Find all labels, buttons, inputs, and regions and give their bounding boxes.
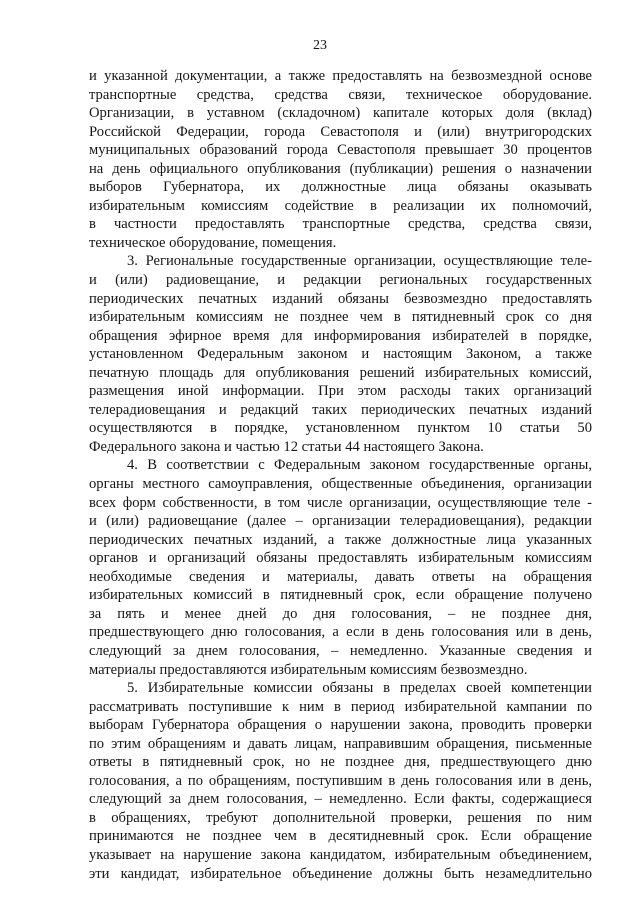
text-line: следующий за днем голосования, – немедленно. Если факты, содержащиеся bbox=[89, 791, 592, 808]
page-number: 23 bbox=[313, 38, 327, 53]
text-line: всех форм собственности, в том числе организации, осуществляющие теле - bbox=[89, 494, 592, 511]
text-line: избирательным комиссиям содействие в реализации их полномочий, bbox=[89, 197, 592, 214]
text-line: телерадиовещания и редакций таких периодических печатных изданий bbox=[89, 401, 592, 418]
text-line: предшествующего дню голосования, а если в день голосования или в день, bbox=[89, 624, 592, 641]
text-line: размещения иной информации. При этом расходы таких организаций bbox=[89, 383, 592, 400]
text-line: обращения эфирное время для информирования избирателей в порядке, bbox=[89, 327, 592, 344]
text-line: установленном Федеральным законом и настоящим Законом, а также bbox=[89, 346, 592, 363]
text-line: и (или) радиовещание (далее – организации телерадиовещания), редакции bbox=[89, 513, 592, 530]
text-line: транспортные средства, средства связи, техническое оборудование. bbox=[89, 86, 592, 103]
text-line: на день официального опубликования (публикации) решения о назначении bbox=[89, 160, 592, 177]
text-line: эти кандидат, избирательное объединение должны быть незамедлительно bbox=[89, 865, 592, 882]
text-line: Федерального закона и частью 12 статьи 44 настоящего Закона. bbox=[89, 438, 484, 455]
text-line: и (или) радиовещание, и редакции региональных государственных bbox=[89, 272, 592, 289]
text-line: периодических печатных изданий, а также должностные лица указанных bbox=[89, 531, 592, 548]
text-line: материалы предоставляются избирательным комиссиям безвозмездно. bbox=[89, 661, 528, 678]
text-line: по этим обращениям и давать лицам, направившим обращения, письменные bbox=[89, 735, 592, 752]
text-line: избирательным комиссиям не позднее чем в пятидневный срок со дня bbox=[89, 309, 592, 326]
text-line: выборов Губернатора, их должностные лица обязаны оказывать bbox=[89, 179, 592, 196]
text-line: 3. Региональные государственные организации, осуществляющие теле- bbox=[127, 253, 592, 270]
document-body bbox=[89, 67, 592, 883]
text-line: в частности предоставлять транспортные средства, средства связи, bbox=[89, 216, 592, 233]
text-line: периодических печатных изданий обязаны безвозмездно предоставлять bbox=[89, 290, 592, 307]
text-line: печатную площадь для опубликования решений избирательных комиссий, bbox=[89, 364, 592, 381]
text-line: осуществляются в порядке, установленном пунктом 10 статьи 50 bbox=[89, 420, 592, 437]
text-line: в обращениях, требуют дополнительной проверки, решения по ним bbox=[89, 809, 592, 826]
text-line: и указанной документации, а также предоставлять на безвозмездной основе bbox=[89, 68, 592, 84]
text-line: необходимые сведения и материалы, давать ответы на обращения bbox=[89, 568, 592, 585]
text-line: голосования, а по обращениям, поступившим в день голосования или в день, bbox=[89, 772, 592, 789]
text-line: за пять и менее дней до дня голосования, – не позднее дня, bbox=[89, 605, 592, 622]
text-line: выборам Губернатора обращения о нарушении закона, проводить проверки bbox=[89, 717, 592, 734]
text-line: Российской Федерации, города Севастополя и (или) внутригородских bbox=[89, 123, 592, 140]
text-line: ответы в пятидневный срок, но не позднее дня, предшествующего дню bbox=[89, 754, 592, 771]
text-line: органы местного самоуправления, общественные объединения, организации bbox=[89, 476, 592, 493]
text-line: Организации, в уставном (складочном) капитале которых доля (вклад) bbox=[89, 105, 592, 122]
text-line: принимаются не позднее чем в десятидневный срок. Если обращение bbox=[89, 828, 592, 845]
text-line: 4. В соответствии с Федеральным законом государственные органы, bbox=[127, 457, 592, 474]
text-line: муниципальных образований города Севастополя превышает 30 процентов bbox=[89, 142, 592, 159]
text-line: избирательных комиссий в пятидневный срок, если обращение получено bbox=[89, 587, 592, 604]
text-line: следующий за днем голосования, – немедленно. Указанные сведения и bbox=[89, 642, 592, 659]
text-line: органов и организаций обязаны предоставлять избирательным комиссиям bbox=[89, 550, 592, 567]
text-line: 5. Избирательные комиссии обязаны в пределах своей компетенции bbox=[127, 680, 592, 697]
text-line: указывает на нарушение закона кандидатом, избирательным объединением, bbox=[89, 846, 592, 863]
text-line: техническое оборудование, помещения. bbox=[89, 234, 337, 251]
text-line: рассматривать поступившие к ним в период избирательной кампании по bbox=[89, 698, 592, 715]
